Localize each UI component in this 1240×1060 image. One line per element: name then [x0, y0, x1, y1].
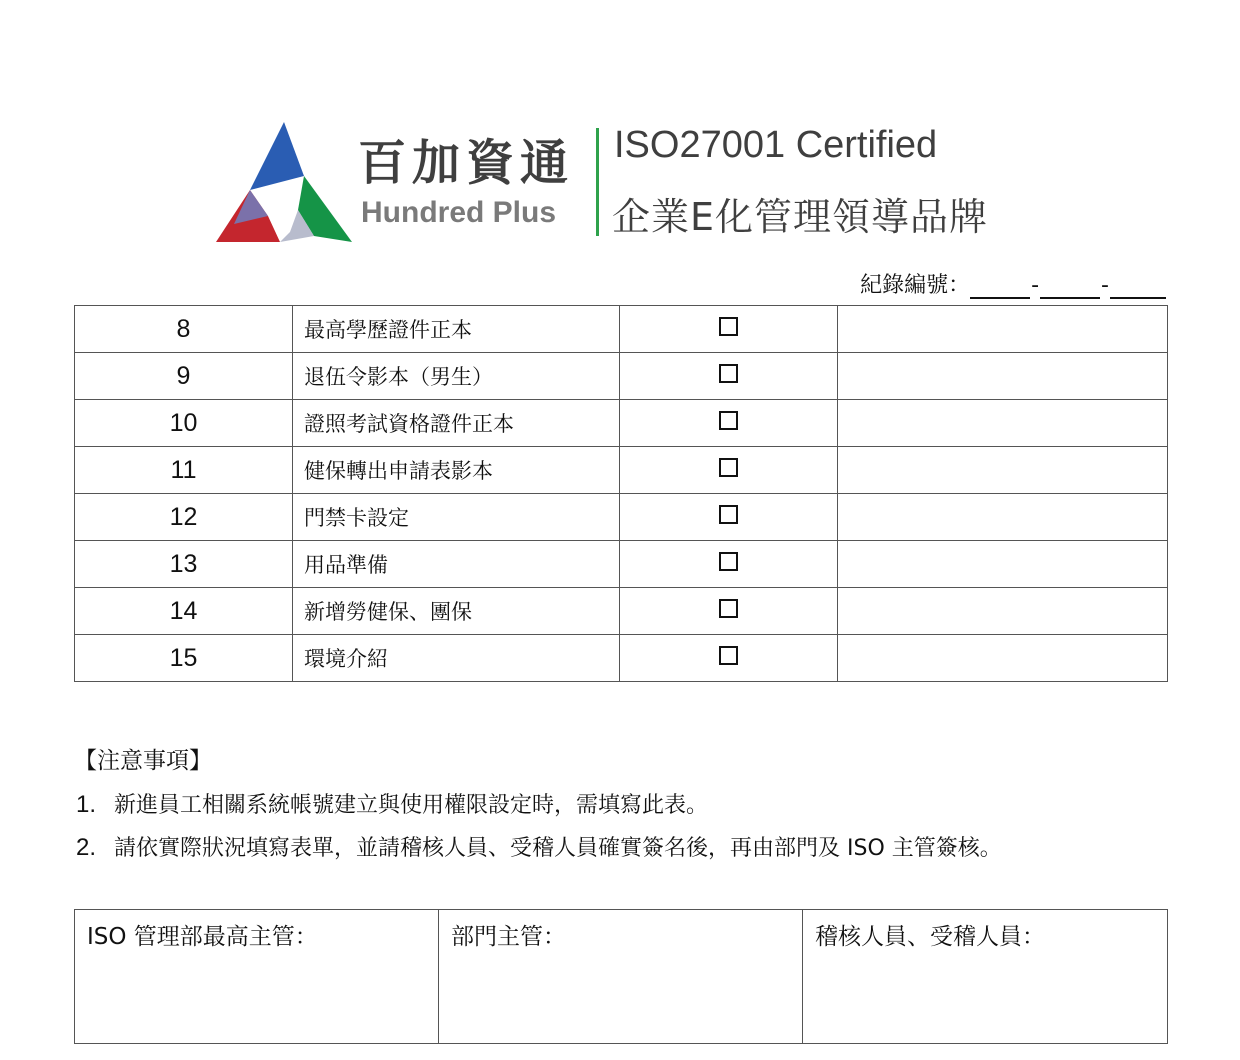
- table-row: [75, 588, 1168, 635]
- item-remark-cell[interactable]: [838, 306, 1168, 353]
- record-number-field-2[interactable]: [1040, 273, 1100, 299]
- certification-text: ISO27001 Certified: [614, 124, 938, 166]
- signature-iso-manager-label: ISO 管理部最高主管：: [87, 924, 318, 950]
- checkbox[interactable]: [719, 458, 738, 477]
- item-name: 健保轉出申請表影本: [293, 447, 620, 494]
- signature-dept-manager[interactable]: [439, 910, 803, 1044]
- header-divider: [596, 128, 599, 236]
- table-row: [75, 447, 1168, 494]
- signature-auditors-label: 稽核人員、受稽人員：: [815, 924, 1045, 950]
- checkbox[interactable]: [719, 599, 738, 618]
- record-separator-1: -: [1031, 273, 1040, 298]
- note-text: 新進員工相關系統帳號建立與使用權限設定時，需填寫此表。: [114, 793, 709, 818]
- item-number: 8: [75, 306, 293, 353]
- record-number-field-1[interactable]: [970, 273, 1030, 299]
- brand-english-name: Hundred Plus: [361, 196, 557, 229]
- note-text: 請依實際狀況填寫表單，並請稽核人員、受稽人員確實簽名後，再由部門及 ISO 主管簽核。: [114, 836, 1002, 861]
- item-check-cell: [620, 588, 838, 635]
- signature-dept-manager-label: 部門主管：: [451, 924, 566, 950]
- item-check-cell: [620, 541, 838, 588]
- item-number: 11: [75, 447, 293, 494]
- table-row: [75, 541, 1168, 588]
- item-check-cell: [620, 353, 838, 400]
- checkbox[interactable]: [719, 411, 738, 430]
- item-number: 9: [75, 353, 293, 400]
- table-row: [75, 635, 1168, 682]
- item-name: 門禁卡設定: [293, 494, 620, 541]
- item-remark-cell[interactable]: [838, 541, 1168, 588]
- item-number: 10: [75, 400, 293, 447]
- letterhead: [0, 0, 1240, 260]
- table-row: [75, 353, 1168, 400]
- signature-table: [74, 909, 1168, 1044]
- item-number: 12: [75, 494, 293, 541]
- item-name: 用品準備: [293, 541, 620, 588]
- item-name: 證照考試資格證件正本: [293, 400, 620, 447]
- item-check-cell: [620, 635, 838, 682]
- note-index: 1.: [76, 791, 97, 818]
- company-logo-icon: [210, 120, 355, 250]
- brand-slogan: 企業E化管理領導品牌: [612, 195, 989, 239]
- checkbox[interactable]: [719, 646, 738, 665]
- note-item: [76, 831, 1002, 862]
- item-number: 14: [75, 588, 293, 635]
- item-check-cell: [620, 447, 838, 494]
- item-name: 退伍令影本（男生）: [293, 353, 620, 400]
- item-check-cell: [620, 494, 838, 541]
- table-row: [75, 494, 1168, 541]
- checklist-table: [74, 305, 1168, 682]
- item-check-cell: [620, 400, 838, 447]
- notes-title: 【注意事項】: [74, 748, 212, 774]
- record-number: [860, 268, 1166, 299]
- item-remark-cell[interactable]: [838, 353, 1168, 400]
- note-index: 2.: [76, 834, 97, 861]
- record-number-label: 紀錄編號：: [860, 273, 971, 298]
- signature-auditors[interactable]: [803, 910, 1168, 1044]
- item-name: 最高學歷證件正本: [293, 306, 620, 353]
- table-row: [75, 400, 1168, 447]
- note-item: [76, 788, 708, 819]
- item-number: 13: [75, 541, 293, 588]
- checkbox[interactable]: [719, 364, 738, 383]
- item-remark-cell[interactable]: [838, 635, 1168, 682]
- signature-iso-manager[interactable]: [75, 910, 439, 1044]
- record-separator-2: -: [1101, 273, 1109, 298]
- table-row: [75, 306, 1168, 353]
- item-remark-cell[interactable]: [838, 494, 1168, 541]
- checkbox[interactable]: [719, 552, 738, 571]
- checkbox[interactable]: [719, 505, 738, 524]
- item-remark-cell[interactable]: [838, 447, 1168, 494]
- item-number: 15: [75, 635, 293, 682]
- record-number-field-3[interactable]: [1110, 273, 1166, 299]
- checkbox[interactable]: [719, 317, 738, 336]
- item-remark-cell[interactable]: [838, 400, 1168, 447]
- item-name: 新增勞健保、團保: [293, 588, 620, 635]
- item-name: 環境介紹: [293, 635, 620, 682]
- item-remark-cell[interactable]: [838, 588, 1168, 635]
- brand-chinese-name: 百加資通: [358, 135, 575, 191]
- item-check-cell: [620, 306, 838, 353]
